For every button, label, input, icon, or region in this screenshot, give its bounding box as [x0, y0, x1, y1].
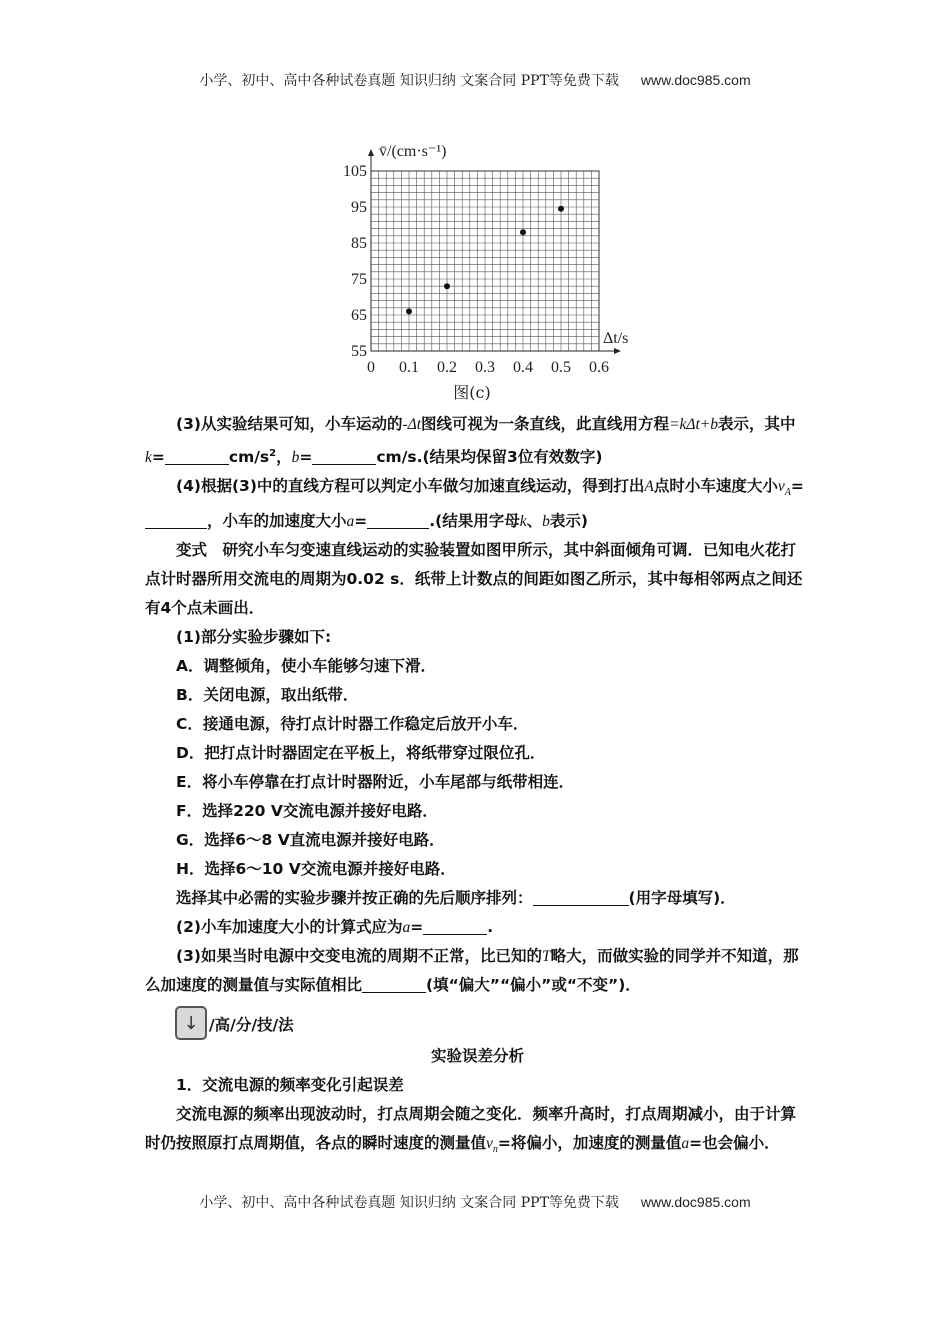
question-3-variant: (3)如果当时电源中交变电流的周期不正常，比已知的T略大，而做实验的同学并不知道，那么加速度的测量值与实际值相比 (填“偏大”“偏小”或“不变”)．: [145, 947, 799, 995]
answer-blank-a[interactable]: [367, 513, 429, 530]
step-b: B．关闭电源，取出纸带．: [176, 686, 359, 705]
x-axis-label: Δt/s: [603, 330, 629, 347]
footer-site: www.doc985.com: [640, 1194, 751, 1210]
answer-blank-k[interactable]: [165, 449, 229, 466]
variant-question: 变式 研究小车匀变速直线运动的实验装置如图甲所示，其中斜面倾角可调．已知电火花打点计时器所用交流电的周期为0.02 s．纸带上计数点的间距如图乙所示，其中每相邻两点之间还有4个点未画出．: [145, 541, 803, 618]
step-a: A．调整倾角，使小车能够匀速下滑．: [176, 657, 436, 676]
header-site: www.doc985.com: [640, 72, 751, 88]
step-g: G．选择6～8 V直流电源并接好电路．: [176, 831, 445, 850]
answer-blank-formula[interactable]: [423, 919, 487, 936]
y-tick-label: 65: [351, 307, 367, 324]
subheading: 1．交流电源的频率变化引起误差: [176, 1076, 404, 1095]
chart-caption: 图(c): [453, 383, 491, 402]
x-tick-label: 0.5: [551, 359, 571, 376]
x-tick-label: 0: [367, 359, 375, 376]
page-footer: [0, 1192, 950, 1212]
answer-blank-order[interactable]: [533, 890, 629, 907]
y-tick-label: 95: [351, 199, 367, 216]
step-c: C．接通电源，待打点计时器工作稳定后放开小车．: [176, 715, 529, 734]
x-tick-label: 0.3: [475, 359, 495, 376]
x-tick-label: 0.1: [399, 359, 419, 376]
answer-blank-b[interactable]: [312, 449, 376, 466]
error-analysis-paragraph: 交流电源的频率出现波动时，打点周期会随之变化．频率升高时，打点周期减小，由于计算时仍按照原打点周期值，各点的瞬时速度的测量值$v_n=$将偏小，加速度的测量值a=也会偏小．: [145, 1105, 797, 1156]
data-point: [406, 308, 412, 314]
x-tick-label: 0.6: [589, 359, 609, 376]
data-point: [520, 229, 526, 235]
question-2-variant: (2)小车加速度大小的计算式应为a= .: [176, 918, 494, 937]
header-text: 小学、初中、高中各种试卷真题 知识归纳 文案合同 PPT等免费下载: [199, 73, 619, 89]
question-body: [145, 410, 810, 1164]
velocity-time-chart: [330, 135, 660, 403]
answer-blank-compare[interactable]: [362, 977, 426, 994]
question-3: (3)从实验结果可知，小车运动的-Δt图线可视为一条直线，此直线用方程=kΔt+b表示，其中$k= cm/s^2$，b= cm/s.(结果均保留3位有效数字): [145, 415, 796, 467]
y-axis-label: v̄/(cm·s⁻¹): [379, 143, 447, 160]
order-question: 选择其中必需的实验步骤并按正确的先后顺序排列： (用字母填写)．: [176, 889, 736, 908]
y-axis-arrow: [368, 149, 374, 156]
footer-text: 小学、初中、高中各种试卷真题 知识归纳 文案合同 PPT等免费下载: [199, 1195, 619, 1211]
steps-intro: (1)部分实验步骤如下:: [176, 628, 332, 647]
data-point: [444, 283, 450, 289]
download-arrow-icon: ↓: [175, 1006, 207, 1040]
skills-label: /高/分/技/法: [209, 1016, 294, 1035]
page-header: [0, 70, 950, 90]
step-d: D．把打点计时器固定在平板上，将纸带穿过限位孔．: [176, 744, 546, 763]
answer-blank-va[interactable]: [145, 513, 207, 530]
step-f: F．选择220 V交流电源并接好电路．: [176, 802, 438, 821]
question-4: (4)根据(3)中的直线方程可以判定小车做匀加速直线运动，得到打出A点时小车速度大小$v_A=$，小车的加速度大小a= .(结果用字母k、b表示): [145, 472, 810, 536]
y-tick-label: 105: [343, 163, 367, 180]
section-title: 实验误差分析: [430, 1047, 524, 1066]
y-tick-label: 55: [351, 343, 367, 360]
y-tick-label: 75: [351, 271, 367, 288]
skills-banner: [145, 1006, 810, 1040]
x-tick-label: 0.4: [513, 359, 533, 376]
x-axis-arrow: [614, 348, 621, 354]
step-h: H．选择6～10 V交流电源并接好电路．: [176, 860, 456, 879]
x-tick-label: 0.2: [437, 359, 457, 376]
step-e: E．将小车停靠在打点计时器附近，小车尾部与纸带相连．: [176, 773, 575, 792]
y-tick-label: 85: [351, 235, 367, 252]
data-point: [558, 206, 564, 212]
